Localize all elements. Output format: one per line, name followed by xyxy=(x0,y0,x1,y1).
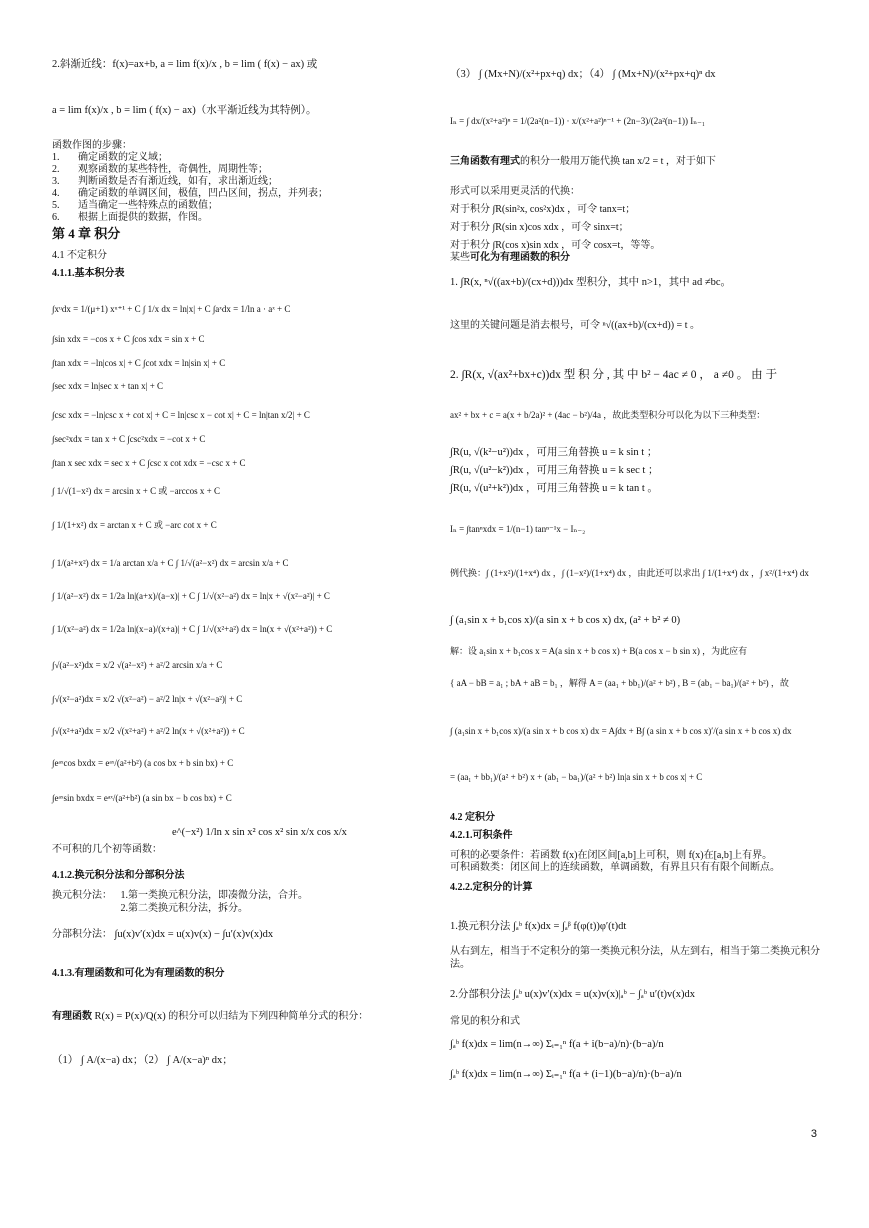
type-1-key: 这里的关键问题是消去根号，可令 ⁿ√((ax+b)/(cx+d)) = t 。 xyxy=(450,320,700,331)
type-2-integral: 2. ∫R(x, √(ax²+bx+c))dx 型 积 分 , 其 中 b² − 4ac ≠ 0 ， a ≠0 。 由 于 xyxy=(450,369,777,381)
riemann-sum-1: ∫ₐᵇ f(x)dx = lim(n→∞) Σᵢ₌₁ⁿ f(a + i(b−a)/n)·(b−a)/n xyxy=(450,1039,664,1050)
section-4-2-1: 4.2.1.可积条件 xyxy=(450,830,513,841)
reducible-pre: 某些 xyxy=(450,252,470,263)
rational-definition: R(x) = P(x)/Q(x) xyxy=(94,1011,166,1022)
substitution-block xyxy=(52,890,424,915)
formula-tan-cot: ∫tan xdx = −ln|cos x| + C ∫cot xdx = ln|sin x| + C xyxy=(52,358,226,368)
trig-rational-line xyxy=(450,156,822,169)
integrable-condition-2: 可积函数类：闭区间上的连续函数，单调函数，有界且只有有限个间断点。 xyxy=(450,862,780,873)
trig-case-3: 对于积分 ∫R(cos x)sin xdx ，可令 cosx=t，等等。 xyxy=(450,240,661,251)
reducible-bold: 可化为有理函数的积分 xyxy=(470,252,570,263)
riemann-label: 常见的积分和式 xyxy=(450,1016,520,1027)
formula-eax-cos: ∫eᵃˣcos bxdx = eᵃˣ/(a²+b²) (a cos bx + b sin bx) + C xyxy=(52,758,234,768)
simple-fractions-3-4: （3） ∫ (Mx+N)/(x²+px+q) dx；（4） ∫ (Mx+N)/(x²+px+q)ⁿ dx xyxy=(450,69,716,80)
trig-rational-bold: 三角函数有理式 xyxy=(450,156,520,167)
linear-trig-integral: ∫ (a₁sin x + b₁cos x)/(a sin x + b cos x) dx, (a² + b² ≠ 0) xyxy=(450,615,681,626)
three-type-1: ∫R(u, √(k²−u²))dx ，可用三角替换 u = k sin t ； xyxy=(450,447,658,458)
definite-substitution: 1.换元积分法 ∫ₐᵇ f(x)dx = ∫ₐᵝ f(φ(t))φ′(t)dt xyxy=(450,921,627,932)
list-item: 4. 确定函数的单调区间，极值，凹凸区间，拐点，并列表； xyxy=(52,188,328,199)
integrable-condition-1: 可积的必要条件：若函数 f(x)在闭区间[a,b]上可积，则 f(x)在[a,b]上有界。 xyxy=(450,850,773,861)
formula-sqrt-a2-x2: ∫√(a²−x²)dx = x/2 √(a²−x²) + a²/2 arcsin x/a + C xyxy=(52,660,223,670)
trig-case-1: 对于积分 ∫R(sin²x, cos²x)dx ，可令 tanx=t； xyxy=(450,204,636,215)
formula-sin-cos: ∫sin xdx = −cos x + C ∫cos xdx = sin x + C xyxy=(52,334,205,344)
solution-system: { aA − bB = a₁ ; bA + aB = b₁ ，解得 A = (aa₁ + bb₁)/(a² + b²) , B = (ab₁ − ba₁)/(a² + b²) ，故 xyxy=(450,678,789,688)
rational-block xyxy=(52,1010,424,1024)
section-4-2-2: 4.2.2.定积分的计算 xyxy=(450,882,533,893)
graph-steps-title: 函数作图的步骤： xyxy=(52,140,132,151)
formula-power: ∫xᵘdx = 1/(μ+1) xᵘ⁺¹ + C ∫ 1/x dx = ln|x| + C ∫aˣdx = 1/ln a · aˣ + C xyxy=(52,304,291,314)
formula-csc: ∫csc xdx = −ln|csc x + cot x| + C = ln|csc x − cot x| + C = ln|tan x/2| + C xyxy=(52,410,310,420)
list-item: 6. 根据上面提供的数据，作图。 xyxy=(52,212,208,223)
rational-label: 有理函数 xyxy=(52,1011,92,1022)
chapter-title: 第 4 章 积分 xyxy=(52,226,121,241)
section-4-1-3: 4.1.3.有理函数和可化为有理函数的积分 xyxy=(52,968,225,979)
nonintegrable-functions: e^(−x²) 1/ln x sin x² cos x² sin x/x cos x/x xyxy=(172,827,347,838)
definite-substitution-note: 从右到左，相当于不定积分的第一类换元积分法，从左到右，相当于第二类换元积分法。 xyxy=(450,946,820,970)
In-tan-recurrence: Iₙ = ∫tanⁿxdx = 1/(n−1) tanⁿ⁻¹x − Iₙ₋₂ xyxy=(450,524,586,534)
list-item: 1. 确定函数的定义域； xyxy=(52,152,168,163)
formula-a2-x2: ∫ 1/(a²+x²) dx = 1/a arctan x/a + C ∫ 1/√(a²−x²) dx = arcsin x/a + C xyxy=(52,558,289,568)
nonintegrable-label: 不可积的几个初等函数： xyxy=(52,844,162,855)
formula-sqrt-x2-plus-a2: ∫√(x²+a²)dx = x/2 √(x²+a²) + a²/2 ln(x + √(x²+a²)) + C xyxy=(52,726,245,736)
type-2-completion: ax² + bx + c = a(x + b/2a)² + (4ac − b²)/4a ，故此类型积分可以化为以下三种类型： xyxy=(450,410,766,420)
formula-sec2-csc2: ∫sec²xdx = tan x + C ∫csc²xdx = −cot x + C xyxy=(52,434,206,444)
section-4-1-2: 4.1.2.换元积分法和分部积分法 xyxy=(52,870,185,881)
simple-fractions-1-2: （1） ∫ A/(x−a) dx；（2） ∫ A/(x−a)ⁿ dx； xyxy=(52,1055,233,1066)
parts-label: 分部积分法： xyxy=(52,929,112,940)
asymptote-line-1: 2.斜渐近线：f(x)=ax+b, a = lim f(x)/x , b = lim ( f(x) − ax) 或 xyxy=(52,59,318,70)
formula-a2-minus-x2: ∫ 1/(a²−x²) dx = 1/2a ln|(a+x)/(a−x)| + C ∫ 1/√(x²−a²) dx = ln|x + √(x²−a²)| + C xyxy=(52,591,330,601)
definite-parts: 2.分部积分法 ∫ₐᵇ u(x)v′(x)dx = u(x)v(x)|ₐᵇ − ∫ₐᵇ u′(t)v(x)dx xyxy=(450,989,696,1000)
trig-rational-text: 的积分一般用万能代换 tan x/2 = t ，对于如下 xyxy=(520,156,716,167)
formula-sqrt-x2-a2: ∫√(x²−a²)dx = x/2 √(x²−a²) − a²/2 ln|x + √(x²−a²)| + C xyxy=(52,694,243,704)
type-1-integral: 1. ∫R(x, ⁿ√((ax+b)/(cx+d)))dx 型积分，其中 n>1，其中 ad ≠bc。 xyxy=(450,277,732,288)
graph-steps-list xyxy=(52,152,424,224)
asymptote-line-2: a = lim f(x)/x , b = lim ( f(x) − ax)（水平渐近线为其特例）。 xyxy=(52,105,317,116)
substitution-item-1: 1.第一类换元积分法，即凑微分法，合并。 xyxy=(120,890,308,901)
formula-x2-minus-a2: ∫ 1/(x²−a²) dx = 1/2a ln|(x−a)/(x+a)| + C ∫ 1/√(x²+a²) dx = ln(x + √(x²+a²)) + C xyxy=(52,624,333,634)
section-4-1: 4.1 不定积分 xyxy=(52,250,107,261)
three-type-3: ∫R(u, √(u²+k²))dx ，可用三角替换 u = k tan t 。 xyxy=(450,483,658,494)
formula-sec: ∫sec xdx = ln|sec x + tan x| + C xyxy=(52,381,164,391)
rational-text: 的积分可以归结为下列四种简单分式的积分： xyxy=(168,1011,369,1022)
section-4-2: 4.2 定积分 xyxy=(450,812,495,823)
three-type-2: ∫R(u, √(u²−k²))dx ，可用三角替换 u = k sec t ； xyxy=(450,465,659,476)
solution-integral: ∫ (a₁sin x + b₁cos x)/(a sin x + b cos x) dx = A∫dx + B∫ (a sin x + b cos x)′/(a sin x + b cos x) dx xyxy=(450,726,792,736)
page-number: 3 xyxy=(810,1128,817,1140)
parts-formula: ∫u(x)v′(x)dx = u(x)v(x) − ∫u′(x)v(x)dx xyxy=(114,929,274,940)
trig-case-2: 对于积分 ∫R(sin x)cos xdx ，可令 sinx=t； xyxy=(450,222,629,233)
formula-tan-sec: ∫tan x sec xdx = sec x + C ∫csc x cot xdx = −csc x + C xyxy=(52,458,246,468)
parts-block xyxy=(52,928,424,942)
substitution-item-2: 2.第二类换元积分法，拆分。 xyxy=(120,902,248,914)
list-item: 2. 观察函数的某些特性，奇偶性，周期性等； xyxy=(52,164,268,175)
section-4-1-1: 4.1.1.基本积分表 xyxy=(52,268,125,279)
formula-arcsin: ∫ 1/√(1−x²) dx = arcsin x + C 或 −arccos x + C xyxy=(52,486,220,496)
solution-result: = (aa₁ + bb₁)/(a² + b²) x + (ab₁ − ba₁)/(a² + b²) ln|a sin x + b cos x| + C xyxy=(450,772,703,782)
solution-line: 解：设 a₁sin x + b₁cos x = A(a sin x + b cos x) + B(a cos x − b sin x) ，为此应有 xyxy=(450,646,748,656)
riemann-sum-2: ∫ₐᵇ f(x)dx = lim(n→∞) Σᵢ₌₁ⁿ f(a + (i−1)(b−a)/n)·(b−a)/n xyxy=(450,1069,682,1080)
In-recurrence: Iₙ = ∫ dx/(x²+a²)ⁿ = 1/(2a²(n−1)) · x/(x²+a²)ⁿ⁻¹ + (2n−3)/(2a²(n−1)) Iₙ₋₁ xyxy=(450,116,705,126)
substitution-label: 换元积分法： xyxy=(52,890,112,901)
list-item: 5. 适当确定一些特殊点的函数值； xyxy=(52,200,218,211)
list-item: 3. 判断函数是否有渐近线，如有，求出渐近线； xyxy=(52,176,278,187)
trig-rational-text-2: 形式可以采用更灵活的代换： xyxy=(450,186,580,197)
formula-arctan: ∫ 1/(1+x²) dx = arctan x + C 或 −arc cot x + C xyxy=(52,520,217,530)
reducible-heading xyxy=(450,252,822,265)
formula-eax-sin: ∫eᵃˣsin bxdx = eᵃˣ/(a²+b²) (a sin bx − b cos bx) + C xyxy=(52,793,232,803)
exercise-line: 例代换：∫ (1+x²)/(1+x⁴) dx ，∫ (1−x²)/(1+x⁴) dx ，由此还可以求出 ∫ 1/(1+x⁴) dx ，∫ x²/(1+x⁴) dx xyxy=(450,568,809,578)
